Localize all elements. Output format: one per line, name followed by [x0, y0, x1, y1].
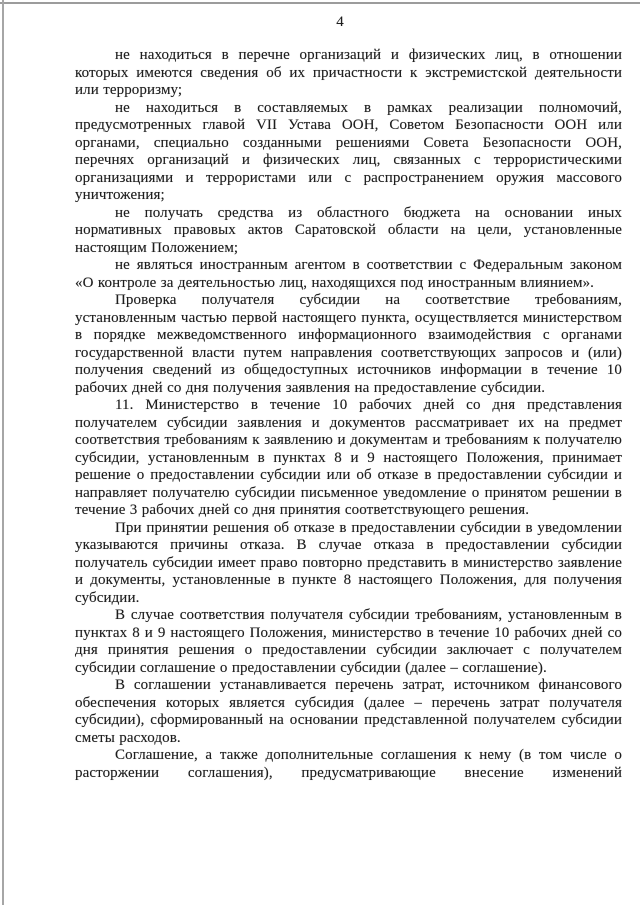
paragraph: В случае соответствия получателя субсидии требованиям, установленным в пунктах 8 и 9 настоящего Положения, министерство в течение 10 рабочих дней со дня принятия решения о предоставлении субсидии заключает с получателем субсидии соглашение о предоставлении субсидии (далее – соглашение). [75, 607, 622, 676]
paragraph: не находиться в составляемых в рамках реализации полномочий, предусмотренных главой VII Устава ООН, Советом Безопасности ООН или органами, специально созданными решениями Совета Безопасности ООН, перечнях организаций и физических лиц, связанных с террористическими организациями и террористами или с распространением оружия массового уничтожения; [75, 99, 622, 203]
paragraph: Соглашение, а также дополнительные соглашения к нему (в том числе о расторжении соглашения), предусматривающие внесение изменений [75, 747, 622, 781]
paragraph: не находиться в перечне организаций и физических лиц, в отношении которых имеются сведения об их причастности к экстремистской деятельности или терроризму; [75, 47, 622, 98]
paragraph: не являться иностранным агентом в соответствии с Федеральным законом «О контроле за деятельностью лиц, находящихся под иностранным влиянием». [75, 257, 622, 291]
paragraph: При принятии решения об отказе в предоставлении субсидии в уведомлении указываются причины отказа. В случае отказа в предоставлении субсидии получатель субсидии имеет право повторно представить в министерство заявление и документы, установленные в пункте 8 настоящего Положения, для получения субсидии. [75, 519, 622, 606]
scan-edge-left [2, 0, 4, 905]
paragraph: не получать средства из областного бюджета на основании иных нормативных правовых актов Саратовской области на цели, установленные настоящим Положением; [75, 204, 622, 256]
paragraph: В соглашении устанавливается перечень затрат, источником финансового обеспечения которых является субсидия (далее – перечень затрат получателя субсидии), сформированный на основании представленной получателем субсидии сметы расходов. [75, 677, 622, 746]
scan-edge-top [0, 2, 640, 4]
paragraph: 11. Министерство в течение 10 рабочих дней со дня представления получателем субсидии заявления и документов рассматривает их на предмет соответствия требованиям к заявлению и документам и требованиям к получателю субсидии, установленным в пунктах 8 и 9 настоящего Положения, принимает решение о предоставлении субсидии или об отказе в предоставлении субсидии и направляет получателю субсидии письменное уведомление о принятом решении в течение 3 рабочих дней со дня принятия соответствующего решения. [75, 397, 622, 518]
document-body [75, 47, 622, 782]
paragraph: Проверка получателя субсидии на соответствие требованиям, установленным частью первой настоящего пункта, осуществляется министерством в порядке межведомственного информационного взаимодействия с органами государственной власти путем направления соответствующих запросов и (или) получения сведений из общедоступных источников информации в течение 10 рабочих дней со дня получения заявления на предоставление субсидии. [75, 292, 622, 396]
page-number: 4 [336, 14, 344, 30]
